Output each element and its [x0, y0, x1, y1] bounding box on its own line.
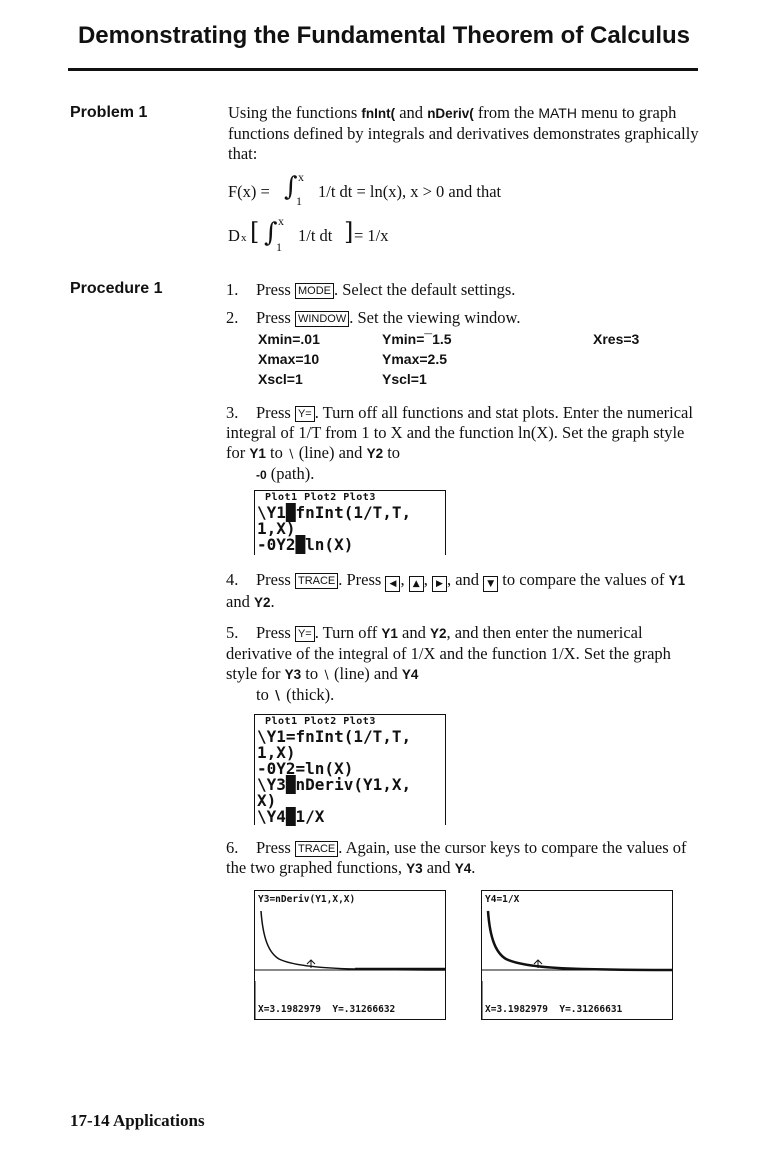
step-4: 4. Press TRACE . Press ◀ , ▲ , ▶ , and ▼ to compare the values of Y1 and Y2.	[226, 570, 686, 611]
fnint-keyword: fnInt(	[361, 106, 396, 121]
step-1	[226, 280, 706, 300]
graph-trace-readout: X=3.1982979 Y=.31266632	[258, 1004, 396, 1015]
step-text: . Press	[338, 570, 386, 589]
page-footer: 17-14 Applications	[70, 1111, 205, 1130]
step-text: . Set the viewing window.	[349, 308, 521, 327]
step-text: , and	[446, 570, 484, 589]
plot-header: Plot1 Plot2 Plot3	[265, 492, 376, 503]
y1-ref: Y1	[249, 446, 266, 461]
step-text: (thick).	[282, 685, 335, 704]
eq1-upper-limit: x	[298, 170, 304, 184]
right-arrow-key-icon: ▶	[432, 576, 447, 592]
window-key: WINDOW	[295, 311, 349, 327]
screen-line: \Y1█fnInt(1/T,T,	[257, 503, 412, 522]
window-xscl: Xscl=1	[258, 371, 303, 387]
step-number: 4.	[226, 570, 239, 589]
path-style-icon: -0	[256, 468, 267, 482]
left-arrow-key-icon: ◀	[385, 576, 400, 592]
screen-line: X)	[257, 791, 277, 810]
step-text: . Turn off all functions and stat plots. Enter the numerical integral of 1/T from 1 to X and the function ln(X). Set the graph style for	[226, 403, 693, 462]
nderiv-keyword: nDeriv(	[427, 106, 474, 121]
procedure-label: Procedure 1	[70, 280, 163, 297]
step-text: to compare the values of	[498, 570, 669, 589]
eq2-lower-limit: 1	[276, 240, 282, 254]
step-2	[226, 308, 706, 328]
step-text: Press	[256, 308, 295, 327]
y2-ref: Y2	[366, 446, 384, 461]
eq1-lhs: F(x) =	[228, 182, 270, 201]
y4-ref: Y4	[454, 861, 472, 876]
graph-screen-2	[481, 890, 673, 1020]
trace-key: TRACE	[295, 573, 338, 589]
screen-line: 1,X)	[257, 743, 296, 762]
integral-sign: ∫	[264, 218, 278, 248]
math-menu-name: MATH	[538, 105, 577, 121]
eq2-rhs: = 1/x	[354, 226, 389, 245]
right-bracket: ]	[344, 218, 354, 246]
problem-intro	[228, 103, 708, 164]
step-text: (path).	[266, 464, 315, 483]
screen-line: \Y3█nDeriv(Y1,X,	[257, 775, 412, 794]
step-number: 3.	[226, 403, 239, 422]
curve-y3	[261, 911, 445, 970]
y1-ref: Y1	[381, 626, 398, 641]
step-text: .	[471, 858, 476, 877]
step-number: 2.	[226, 308, 239, 327]
y2-ref: Y2	[253, 595, 271, 610]
mode-key: MODE	[295, 283, 334, 299]
graph-trace-readout: X=3.1982979 Y=.31266631	[485, 1004, 623, 1015]
line-style-icon: ∖	[322, 668, 330, 682]
page-title: Demonstrating the Fundamental Theorem of Calculus	[77, 22, 691, 49]
window-yscl: Yscl=1	[382, 371, 427, 387]
step-text: and	[422, 858, 455, 877]
step-text: Press	[256, 838, 295, 857]
step-text: .	[270, 592, 275, 611]
screen-line: \Y4█1/X	[257, 807, 325, 826]
down-arrow-key-icon: ▼	[483, 576, 498, 592]
y2-ref: Y2	[429, 626, 447, 641]
calculator-screen-1	[254, 490, 446, 555]
step-6	[226, 838, 706, 879]
step-number: 6.	[226, 838, 239, 857]
curve-y4	[488, 911, 672, 970]
step-text: to	[265, 443, 287, 462]
step-text: . Select the default settings.	[333, 280, 516, 299]
screen-line: -0Y2█ln(X)	[257, 535, 354, 554]
graph-screen-1	[254, 890, 446, 1020]
y-equals-key: Y=	[295, 406, 315, 422]
window-xres: Xres=3	[593, 331, 640, 347]
step-text: , and then enter the numerical derivative of the integral of 1/X and the function 1/X. Set the graph style for	[226, 623, 671, 683]
step-text: to	[383, 443, 401, 462]
eq2-subscript: x	[241, 232, 247, 244]
step-text: Press	[256, 403, 295, 422]
y3-ref: Y3	[406, 861, 423, 876]
up-arrow-key-icon: ▲	[409, 576, 424, 592]
step-3	[226, 403, 706, 485]
step-text: to	[301, 664, 323, 683]
y3-ref: Y3	[284, 667, 302, 682]
step-text: Press	[256, 623, 295, 642]
screen-line: -0Y2=ln(X)	[257, 759, 354, 778]
intro-text-d: menu to graph functions defined by integrals and derivatives demonstrates graphically that:	[228, 103, 699, 163]
eq1-rhs: 1/t dt = ln(x), x > 0 and that	[318, 182, 502, 201]
left-bracket: [	[250, 218, 260, 246]
step-text: . Turn off	[314, 623, 382, 642]
y4-ref: Y4	[401, 667, 419, 682]
graph-function-label: Y3=nDeriv(Y1,X,X)	[258, 894, 356, 905]
thick-style-icon: ∖	[272, 688, 283, 703]
step-text: (line) and	[329, 664, 402, 683]
eq2-d: D	[228, 226, 240, 245]
graph-plot-1	[255, 891, 445, 1019]
step-text: and	[397, 623, 430, 642]
step-number: 1.	[226, 280, 239, 299]
integral-sign: ∫	[284, 172, 298, 202]
window-xmin: Xmin=.01	[258, 331, 320, 347]
step-text: (line) and	[294, 443, 367, 462]
eq2-integrand: 1/t dt	[298, 226, 333, 245]
step-text: Press	[256, 280, 295, 299]
calculator-screen-2	[254, 714, 446, 825]
intro-text-c: from the	[473, 103, 539, 122]
y-equals-key: Y=	[295, 626, 315, 642]
window-ymax: Ymax=2.5	[382, 351, 447, 367]
graph-plot-2	[482, 891, 672, 1019]
step-text: . Again, use the cursor keys to compare the values of the two graphed functions,	[226, 838, 687, 877]
title-rule	[68, 68, 698, 71]
trace-key: TRACE	[295, 841, 338, 857]
window-xmax: Xmax=10	[258, 351, 320, 367]
line-style-icon: ∖	[286, 447, 295, 461]
screen-line: \Y1=fnInt(1/T,T,	[257, 727, 412, 746]
plot-header: Plot1 Plot2 Plot3	[265, 716, 376, 727]
step-text: Press	[256, 570, 295, 589]
step-number: 5.	[226, 623, 239, 642]
graph-function-label: Y4=1/X	[485, 894, 520, 905]
step-5: 5. Press Y= . Turn off Y1 and Y2, and then enter the numerical derivative of the integral of 1/X and the function 1/X. Set the graph style for Y3 to ∖ (line) and Y4 to ∖ (thick).	[226, 623, 671, 704]
eq1-lower-limit: 1	[296, 194, 302, 208]
window-ymin: Ymin=¯1.5	[382, 331, 452, 347]
problem-label: Problem 1	[70, 104, 148, 121]
y1-ref: Y1	[668, 573, 686, 588]
screen-line: 1,X)	[257, 519, 296, 538]
intro-text-a: Using the functions	[228, 103, 362, 122]
intro-text-b: and	[395, 103, 428, 122]
eq2-upper-limit: x	[278, 214, 284, 228]
step-text: and	[226, 592, 254, 611]
